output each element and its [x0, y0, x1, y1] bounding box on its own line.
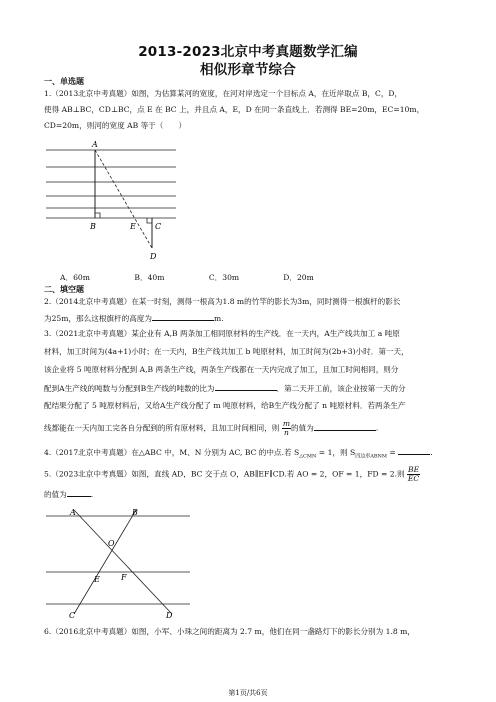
question-1-line-3: CD=20m，则河的宽度 AB 等于（ ）	[44, 121, 187, 130]
page-subtitle: 相似形章节综合	[200, 62, 296, 78]
answer-blank-q3-value[interactable]	[314, 422, 379, 433]
question-2-line-2	[44, 312, 224, 324]
question-4-mid: = 1，则 S	[316, 448, 356, 457]
question-4-sub-cmn: △CMN	[299, 453, 317, 460]
fig5-label-o: O	[108, 539, 115, 548]
question-5-text-b: 的值为	[44, 490, 67, 499]
section-heading-fill-in: 二、填空题	[44, 285, 84, 294]
question-3-text-d: 的值为	[291, 423, 314, 433]
fig5-label-e: E	[94, 575, 100, 584]
fig1-label-b: B	[90, 222, 96, 231]
question-2-unit: m.	[214, 314, 224, 323]
question-3-line-6	[44, 420, 378, 437]
question-4-text: 4.（2017北京中考真题）在△ABC 中，M、N 分别为 AC, BC 的中点.若 S	[44, 448, 300, 457]
question-3-line-3: 该企业将 5 吨原材料分配到 A,B 两条生产线，两条生产线都在一天内完成了加工，且加工时间相同，则分	[44, 365, 399, 374]
question-3-line-1: 3.（2021北京中考真题）某企业有 A,B 两条加工相同原材料的生产线．在一天内，A生产线共加工 a 吨原	[44, 329, 400, 338]
question-2-line-1: 2.（2014北京中考真题）在某一时刻，测得一根高为1.8 m的竹竿的影长为3m，同时测得一根旗杆的影长	[44, 297, 401, 306]
choice-d[interactable]: D．20m	[283, 273, 314, 282]
question-1-line-2: 使得 AB⊥BC，CD⊥BC，点 E 在 BC 上，并且点 A，E，D 在同一条直线上．若测得 BE=20m，EC=10m，	[44, 105, 425, 114]
fraction-m-over-n	[282, 420, 291, 437]
page-title: 2013-2023北京中考真题数学汇编	[138, 44, 358, 60]
fraction-numerator: BE	[408, 465, 420, 474]
figure-river-width	[44, 138, 184, 266]
figure-parallel-lines	[44, 504, 194, 620]
question-1-choices	[60, 272, 460, 283]
fig1-label-e: E	[130, 222, 136, 231]
question-4-period: .	[430, 448, 433, 457]
answer-blank-q5[interactable]	[67, 488, 94, 499]
fig1-label-c: C	[155, 222, 162, 231]
fraction-be-over-ec	[407, 466, 420, 483]
fraction-denominator: EC	[407, 474, 420, 483]
question-3-text-a: 配到A生产线的吨数与分配到B生产线的吨数的比为	[44, 384, 215, 393]
question-3-text-c: 线都能在一天内加工完各自分配到的所有原材料，且加工时间相同，则	[44, 423, 280, 433]
fig5-label-c: C	[69, 611, 76, 620]
section-heading-single-choice: 一、单选题	[44, 77, 84, 86]
fraction-numerator: m	[282, 419, 291, 428]
question-2-text: 为25m，那么这根旗杆的高度为	[44, 314, 152, 323]
question-4-sub-quad: 四边形ABNM	[355, 453, 387, 460]
answer-blank-q4[interactable]	[398, 446, 433, 457]
question-5-line-1	[44, 466, 420, 483]
question-3-line-5: 配结果分配了 5 吨原材料后，又给A生产线分配了 m 吨原材料，给B生产线分配了 n 吨原材料．若两条生产	[44, 401, 406, 410]
fig5-label-d: D	[166, 611, 173, 620]
choice-a[interactable]: A．60m	[60, 273, 90, 282]
choice-b[interactable]: B．40m	[134, 273, 165, 282]
question-3-text-b: ．第二天开工前，该企业按第一天的分	[276, 384, 406, 393]
fig5-label-a: A	[70, 508, 76, 517]
page-footer: 第1页/共6页	[228, 689, 268, 697]
question-4-eq: =	[386, 448, 399, 457]
choice-c[interactable]: C．30m	[208, 273, 240, 282]
question-4	[44, 446, 433, 460]
fig5-label-b: B	[132, 508, 138, 517]
fig1-label-d: D	[150, 252, 157, 261]
answer-blank-q3-ratio[interactable]	[215, 382, 277, 391]
question-3-line-2: 材料，加工时间为(4a+1)小时；在一天内，B生产线共加工 b 吨原材料，加工时间为(2b+3)小时．第一天，	[44, 347, 409, 356]
question-5-line-2	[44, 488, 93, 500]
question-1-line-1: 1.（2013北京中考真题）如图，为估算某河的宽度，在河对岸选定一个目标点 A，在近岸取点 B，C，D，	[44, 89, 403, 98]
fig1-label-a: A	[92, 140, 98, 149]
question-3-period: .	[375, 423, 379, 433]
question-6-line-1: 6.（2016北京中考真题）如图，小军、小珠之间的距离为 2.7 m，他们在同一盏路灯下的影长分别为 1.8 m，	[44, 627, 415, 636]
question-3-line-4	[44, 382, 406, 394]
question-5-period: .	[90, 490, 94, 499]
fig5-label-f: F	[121, 573, 127, 582]
question-5-text: 5.（2023北京中考真题）如图，直线 AD，BC 交于点 O，AB∥EF∥CD.若 AO = 2，OF = 1，FD = 2.则	[44, 469, 405, 479]
answer-blank-q2[interactable]	[152, 312, 214, 321]
fraction-denominator: n	[283, 428, 289, 437]
